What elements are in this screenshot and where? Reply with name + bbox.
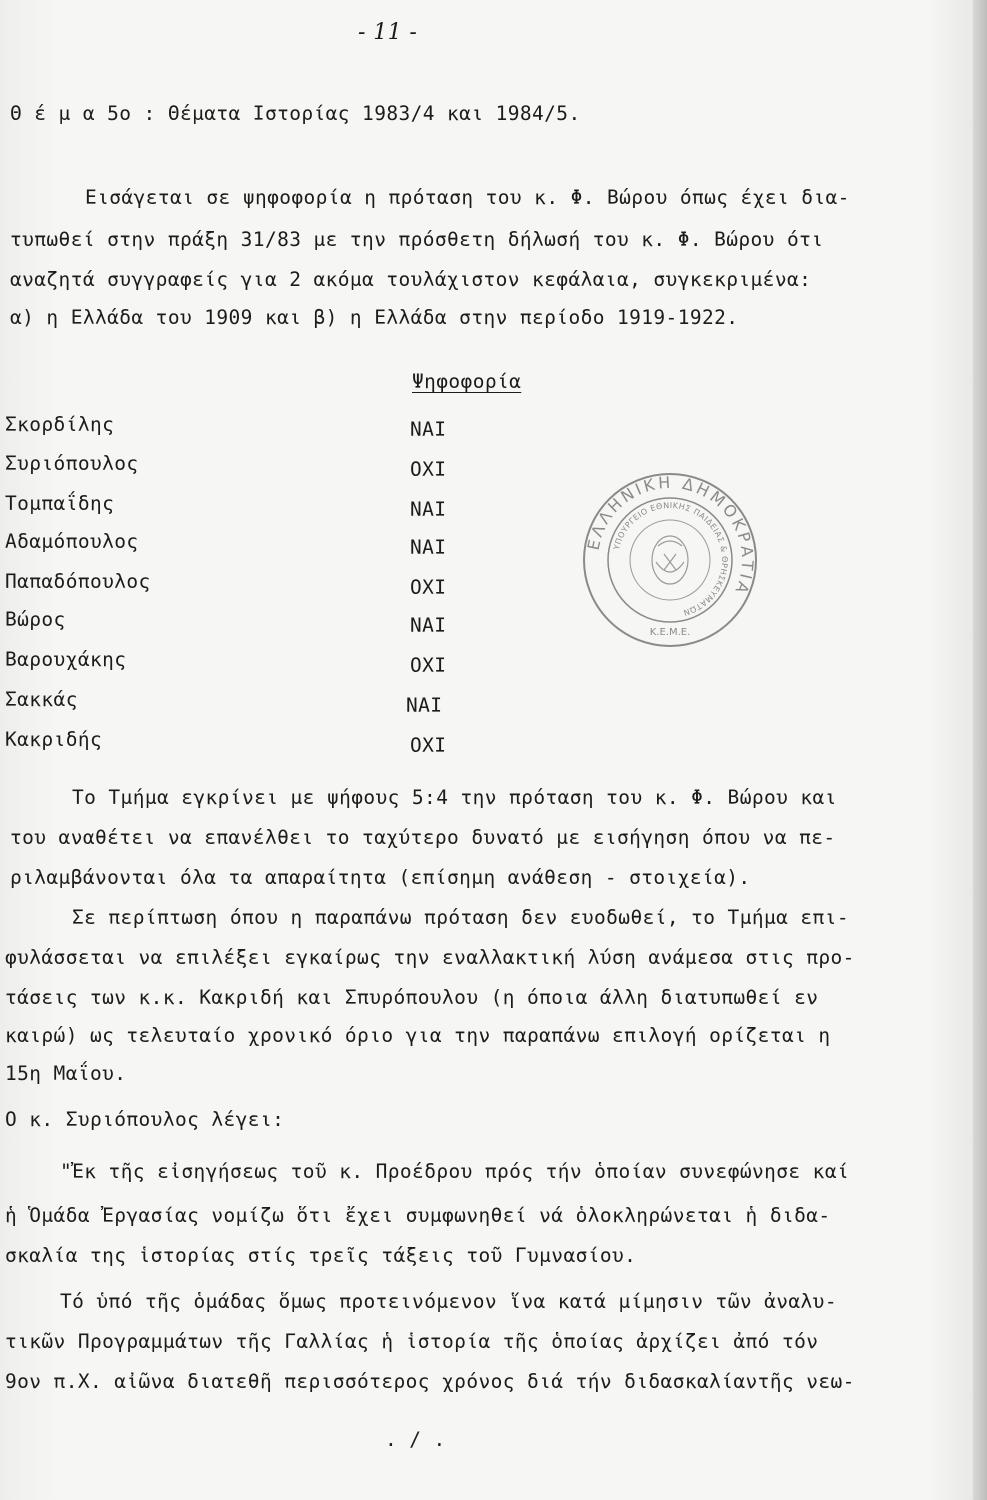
voter-name: Βώρος (5, 608, 66, 631)
vote-value: ΝΑΙ (410, 418, 447, 441)
page-edge-shadow (973, 0, 987, 1500)
text-line: φυλάσσεται να επιλέξει εγκαίρως την εναλλακτική λύση ανάμεσα στις προ- (5, 946, 855, 969)
vote-value: ΝΑΙ (410, 498, 447, 521)
vote-value: ΟΧΙ (410, 654, 447, 677)
text-line: 15η Μαΐου. (5, 1062, 127, 1085)
text-line: Τό ὑπό τῆς ὁμάδας ὅμως προτεινόμενον ἵνα κατά μίμησιν τῶν ἀναλυ- (60, 1290, 837, 1313)
seal-outer-text: ΕΛΛΗΝΙΚΗ ΔΗΜΟΚΡΑΤΙΑ (583, 472, 758, 599)
voter-name: Συριόπουλος (5, 452, 139, 475)
text-line: ἡ Ὁμάδα Ἐργασίας νομίζω ὅτι ἔχει συμφωνηθεί νά ὁλοκληρώνεται ἡ διδα- (5, 1204, 831, 1227)
seal-emblem-icon (652, 536, 688, 584)
text-line: "Ἐκ τῆς εἰσηγήσεως τοῦ κ. Προέδρου πρός τήν ὁποίαν συνεφώνησε καί (60, 1160, 850, 1183)
seal-inner-text: ΥΠΟΥΡΓΕΙΟ ΕΘΝΙΚΗΣ ΠΑΙΔΕΙΑΣ & ΘΡΗΣΚΕΥΜΑΤΩΝ (612, 500, 730, 618)
official-seal-stamp (580, 470, 760, 650)
text-line: Εισάγεται σε ψηφοφορία η πρόταση του κ. Φ. Βώρου όπως έχει δια- (85, 186, 850, 209)
text-line: του αναθέτει να επανέλθει το ταχύτερο δυνατό με εισήγηση όπου να πε- (10, 826, 836, 849)
text-line: αναζητά συγγραφείς για 2 ακόμα τουλάχιστον κεφάλαια, συγκεκριμένα: (10, 268, 812, 291)
text-line: καιρώ) ως τελευταίο χρονικό όριο για την παραπάνω επιλογή ορίζεται η (5, 1024, 831, 1047)
text-line: Σε περίπτωση όπου η παραπάνω πρόταση δεν ευοδωθεί, το Τμήμα επι- (72, 906, 849, 929)
vote-heading: Ψηφοφορία (412, 370, 522, 393)
text-line: 9ον π.Χ. αἰῶνα διατεθῆ περισσότερος χρόνος διά τήν διδασκαλίαντῆς νεω- (5, 1370, 855, 1393)
voter-name: Σκορδίλης (5, 413, 115, 436)
voter-name: Αδαμόπουλος (5, 530, 139, 553)
voter-name: Κακριδής (5, 728, 103, 751)
text-line: σκαλία της ἱστορίας στίς τρεῖς τάξεις τοῦ Γυμνασίου. (5, 1244, 637, 1267)
text-line: Το Τμήμα εγκρίνει με ψήφους 5:4 την πρόταση του κ. Φ. Βώρου και (72, 786, 837, 809)
vote-value: ΝΑΙ (410, 536, 447, 559)
vote-value: ΝΑΙ (406, 694, 443, 717)
vote-value: ΟΧΙ (410, 458, 447, 481)
vote-value: ΝΑΙ (410, 614, 447, 637)
voter-name: Βαρουχάκης (5, 648, 127, 671)
topic-line: Θ έ μ α 5ο : Θέματα Ιστορίας 1983/4 και 1984/5. (10, 102, 581, 125)
text-line: ριλαμβάνονται όλα τα απαραίτητα (επίσημη ανάθεση - στοιχεία). (10, 866, 751, 889)
vote-value: ΟΧΙ (410, 734, 447, 757)
text-line: α) η Ελλάδα του 1909 και β) η Ελλάδα στην περίοδο 1919-1922. (10, 306, 739, 329)
continuation-mark: . / . (385, 1428, 446, 1451)
seal-bottom-text: Κ.Ε.Μ.Ε. (649, 627, 691, 638)
bleed-through (30, 0, 930, 1500)
voter-name: Σακκάς (5, 688, 78, 711)
voter-name: Τομπαΐδης (5, 492, 115, 515)
text-line: τικῶν Προγραμμάτων τῆς Γαλλίας ἡ ἱστορία τῆς ὁποίας ἀρχίζει ἀπό τόν (5, 1330, 819, 1353)
text-line: τάσεις των κ.κ. Κακριδή και Σπυρόπουλου (η όποια άλλη διατυπωθεί εν (5, 986, 819, 1009)
speaker-line: Ο κ. Συριόπουλος λέγει: (5, 1108, 285, 1131)
text-line: τυπωθεί στην πράξη 31/83 με την πρόσθετη δήλωσή του κ. Φ. Βώρου ότι (10, 228, 824, 251)
voter-name: Παπαδόπουλος (5, 570, 151, 593)
page-number: - 11 - (358, 20, 418, 45)
vote-value: ΟΧΙ (410, 576, 447, 599)
